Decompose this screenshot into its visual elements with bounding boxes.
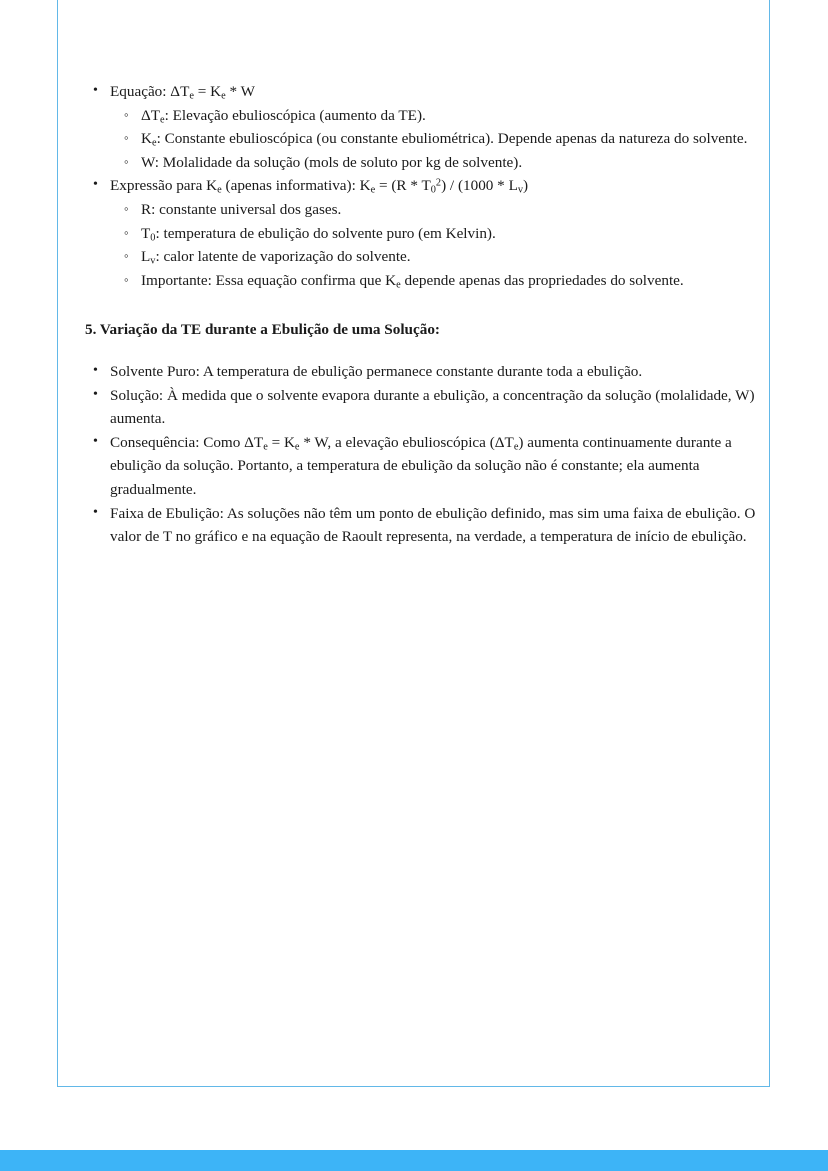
list-item	[60, 502, 760, 549]
list-item	[60, 360, 760, 384]
list-item	[110, 245, 760, 269]
list-item	[110, 269, 760, 293]
subscript-e: e	[217, 184, 222, 196]
subscript-v: v	[150, 255, 156, 267]
subscript-e: e	[370, 184, 376, 196]
list-item	[110, 104, 760, 128]
bottom-accent-bar	[0, 1150, 828, 1171]
subscript-zero: 0	[430, 184, 436, 196]
subscript-e: e	[160, 113, 165, 125]
list-item	[60, 431, 760, 502]
list-item	[110, 127, 760, 151]
list-item	[60, 384, 760, 431]
list-item	[60, 174, 760, 292]
sub-list-equacao	[110, 104, 760, 175]
subscript-v: v	[517, 184, 524, 196]
definition-r: R: constante universal dos gases.	[141, 200, 342, 218]
equation-main-label: Equação: $\Delta T_e = K_e * W$	[110, 83, 255, 102]
item-faixa-ebulicao: Faixa de Ebulição: As soluções não têm um ponto de ebulição definido, mas sim uma faixa de ebulição. O valor de T no gráfico e na equação de Raoult representa, na verdade, a temperatura de início de ebulição.	[110, 504, 756, 546]
definition-importante: Importante: Essa equação confirma que $K_e$ depende apenas das propriedades do solvente.	[141, 271, 684, 291]
definition-lv: $L_v$: calor latente de vaporização do solvente.	[141, 248, 411, 267]
subscript-zero: 0	[150, 231, 156, 243]
item-consequencia: Consequência: Como $\Delta T_e = K_e * W$, a elevação ebulioscópica $(\Delta T_e)$ aumenta continuamente durante a ebulição da solução. Portanto, a temperatura de ebulição da solução não é constante; ela aumenta gradualmente.	[110, 433, 732, 498]
definition-t0: $T_0$: temperatura de ebulição do solvente puro (em Kelvin).	[141, 224, 496, 243]
definition-ke: $K_e$: Constante ebulioscópica (ou constante ebuliométrica). Depende apenas da natureza do solvente.	[141, 130, 748, 149]
bullet-list-section5	[60, 360, 760, 549]
subscript-e: e	[221, 90, 226, 102]
definition-delta-te: $\Delta T_e$: Elevação ebulioscópica (aumento da TE).	[141, 106, 426, 125]
sub-list-expressao	[110, 198, 760, 292]
list-item	[110, 151, 760, 175]
superscript-two: 2	[435, 178, 442, 190]
subscript-e: e	[396, 279, 401, 291]
expression-main-label: Expressão para $K_e$ (apenas informativa): $K_e = (R * T_0^2) / (1000 * L_v)$	[110, 177, 529, 196]
item-solucao: Solução: À medida que o solvente evapora durante a ebulição, a concentração da solução (molalidade, W) aumenta.	[110, 386, 755, 428]
subscript-e: e	[263, 440, 268, 452]
document-content	[60, 80, 760, 549]
bullet-list-equacao	[60, 80, 760, 292]
definition-w: W: Molalidade da solução (mols de soluto por kg de solvente).	[141, 153, 523, 171]
list-item	[60, 80, 760, 174]
subscript-e: e	[189, 90, 194, 102]
list-item	[110, 222, 760, 246]
subscript-e: e	[513, 440, 519, 452]
section-heading-5: 5. Variação da TE durante a Ebulição de uma Solução:	[85, 321, 440, 339]
list-item	[110, 198, 760, 222]
subscript-e: e	[294, 440, 300, 452]
subscript-e: e	[151, 137, 157, 149]
item-solvente-puro: Solvente Puro: A temperatura de ebulição permanece constante durante toda a ebulição.	[110, 362, 643, 380]
